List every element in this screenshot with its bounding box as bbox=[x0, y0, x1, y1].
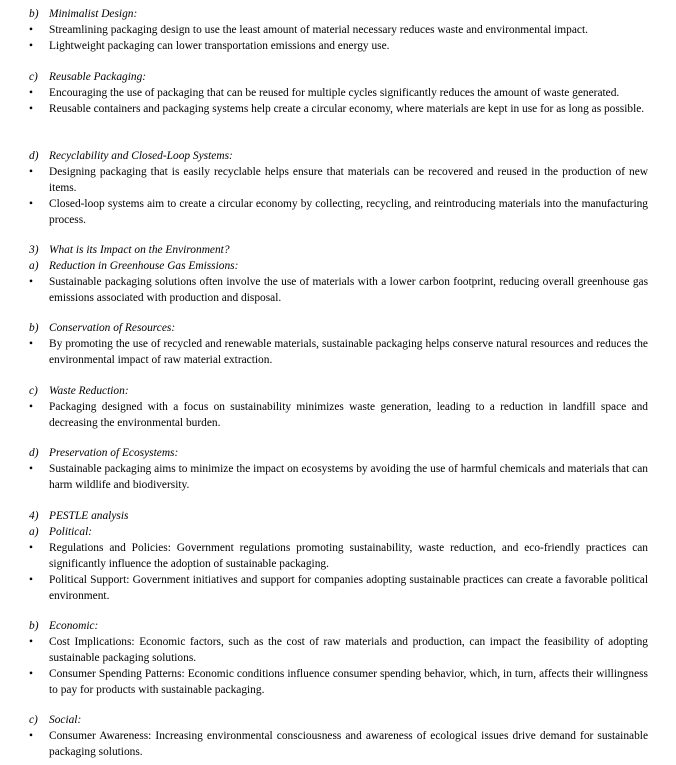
heading-number: d) bbox=[29, 447, 39, 459]
bullet-text: Regulations and Policies: Government regulations promoting sustainability, waste reduction, and eco-friendly practices can significantly influence the adoption of sustainable packaging. bbox=[49, 542, 648, 570]
section-economic bbox=[0, 618, 676, 698]
bullet-icon: • bbox=[29, 24, 33, 36]
section-recyclability bbox=[0, 148, 676, 228]
heading-number: c) bbox=[29, 385, 38, 397]
bullet-icon: • bbox=[29, 668, 33, 680]
bullet-icon: • bbox=[29, 730, 33, 742]
heading-title: Reusable Packaging: bbox=[49, 71, 147, 83]
section-conservation bbox=[0, 320, 676, 368]
bullet-item bbox=[0, 164, 676, 196]
section-impact bbox=[0, 242, 676, 306]
heading-title: Recyclability and Closed-Loop Systems: bbox=[49, 150, 233, 162]
bullet-icon: • bbox=[29, 574, 33, 586]
bullet-icon: • bbox=[29, 636, 33, 648]
heading-title: What is its Impact on the Environment? bbox=[49, 244, 230, 256]
heading-title: Political: bbox=[49, 526, 93, 538]
heading-title: Economic: bbox=[49, 620, 99, 632]
bullet-item bbox=[0, 38, 676, 54]
section-pestle bbox=[0, 508, 676, 604]
bullet-item bbox=[0, 540, 676, 572]
bullet-icon: • bbox=[29, 276, 33, 288]
section-heading bbox=[0, 69, 676, 85]
heading-title: PESTLE analysis bbox=[49, 510, 129, 522]
section-heading bbox=[0, 445, 676, 461]
heading-title: Waste Reduction: bbox=[49, 385, 129, 397]
bullet-item bbox=[0, 22, 676, 38]
section-reusable bbox=[0, 69, 676, 117]
heading-number: c) bbox=[29, 714, 38, 726]
section-heading bbox=[0, 383, 676, 399]
heading-number: c) bbox=[29, 71, 38, 83]
heading-number: b) bbox=[29, 322, 39, 334]
section-heading bbox=[0, 320, 676, 336]
bullet-icon: • bbox=[29, 198, 33, 210]
bullet-text: By promoting the use of recycled and renewable materials, sustainable packaging helps conserve natural resources and reduces the environmental impact of raw material extraction. bbox=[49, 338, 648, 366]
bullet-item bbox=[0, 336, 676, 368]
bullet-icon: • bbox=[29, 338, 33, 350]
bullet-item bbox=[0, 196, 676, 228]
bullet-text: Lightweight packaging can lower transportation emissions and energy use. bbox=[49, 40, 390, 52]
bullet-text: Streamlining packaging design to use the least amount of material necessary reduces waste and environmental impact. bbox=[49, 24, 588, 36]
heading-number: b) bbox=[29, 620, 39, 632]
heading-number: 4) bbox=[29, 510, 39, 522]
bullet-icon: • bbox=[29, 542, 33, 554]
section-heading bbox=[0, 618, 676, 634]
bullet-item bbox=[0, 274, 676, 306]
section-minimalist bbox=[0, 6, 676, 54]
section-heading bbox=[0, 6, 676, 22]
bullet-text: Sustainable packaging solutions often involve the use of materials with a lower carbon footprint, reducing overall greenhouse gas emissions associated with production and disposal. bbox=[49, 276, 648, 304]
section-social bbox=[0, 712, 676, 760]
section-heading bbox=[0, 242, 676, 258]
section-waste bbox=[0, 383, 676, 431]
bullet-text: Closed-loop systems aim to create a circular economy by collecting, recycling, and reintroducing materials into the manufacturing process. bbox=[49, 198, 648, 226]
bullet-icon: • bbox=[29, 87, 33, 99]
bullet-icon: • bbox=[29, 40, 33, 52]
bullet-item bbox=[0, 85, 676, 101]
bullet-text: Political Support: Government initiatives and support for companies adopting sustainable practices can create a favorable political environment. bbox=[49, 574, 648, 602]
bullet-item bbox=[0, 399, 676, 431]
section-heading bbox=[0, 712, 676, 728]
section-ecosystems bbox=[0, 445, 676, 493]
bullet-icon: • bbox=[29, 166, 33, 178]
bullet-item bbox=[0, 728, 676, 760]
heading-number: a) bbox=[29, 260, 39, 272]
bullet-item bbox=[0, 101, 676, 117]
heading-number: d) bbox=[29, 150, 39, 162]
bullet-text: Cost Implications: Economic factors, such as the cost of raw materials and production, can impact the feasibility of adopting sustainable packaging solutions. bbox=[49, 636, 648, 664]
heading-title: Social: bbox=[49, 714, 82, 726]
subsection-heading bbox=[0, 258, 676, 274]
heading-title: Conservation of Resources: bbox=[49, 322, 176, 334]
heading-number: a) bbox=[29, 526, 39, 538]
heading-title: Preservation of Ecosystems: bbox=[49, 447, 179, 459]
heading-title: Minimalist Design: bbox=[49, 8, 138, 20]
heading-number: b) bbox=[29, 8, 39, 20]
section-heading bbox=[0, 508, 676, 524]
bullet-icon: • bbox=[29, 401, 33, 413]
heading-number: 3) bbox=[29, 244, 39, 256]
bullet-item bbox=[0, 634, 676, 666]
bullet-icon: • bbox=[29, 103, 33, 115]
bullet-text: Encouraging the use of packaging that can be reused for multiple cycles significantly reduces the amount of waste generated. bbox=[49, 87, 620, 99]
bullet-text: Consumer Awareness: Increasing environmental consciousness and awareness of ecological issues drive demand for sustainable packaging solutions. bbox=[49, 730, 648, 758]
bullet-text: Sustainable packaging aims to minimize the impact on ecosystems by avoiding the use of harmful chemicals and materials that can harm wildlife and biodiversity. bbox=[49, 463, 648, 491]
heading-title: Reduction in Greenhouse Gas Emissions: bbox=[49, 260, 239, 272]
bullet-text: Designing packaging that is easily recyclable helps ensure that materials can be recovered and reused in the production of new items. bbox=[49, 166, 648, 194]
bullet-item bbox=[0, 461, 676, 493]
bullet-item bbox=[0, 572, 676, 604]
subsection-heading bbox=[0, 524, 676, 540]
bullet-icon: • bbox=[29, 463, 33, 475]
bullet-text: Packaging designed with a focus on sustainability minimizes waste generation, leading to a reduction in landfill space and decreasing the environmental burden. bbox=[49, 401, 648, 429]
bullet-text: Consumer Spending Patterns: Economic conditions influence consumer spending behavior, which, in turn, affects their willingness to pay for products with sustainable packaging. bbox=[49, 668, 648, 696]
bullet-text: Reusable containers and packaging systems help create a circular economy, where materials are kept in use for as long as possible. bbox=[49, 103, 645, 115]
section-heading bbox=[0, 148, 676, 164]
bullet-item bbox=[0, 666, 676, 698]
